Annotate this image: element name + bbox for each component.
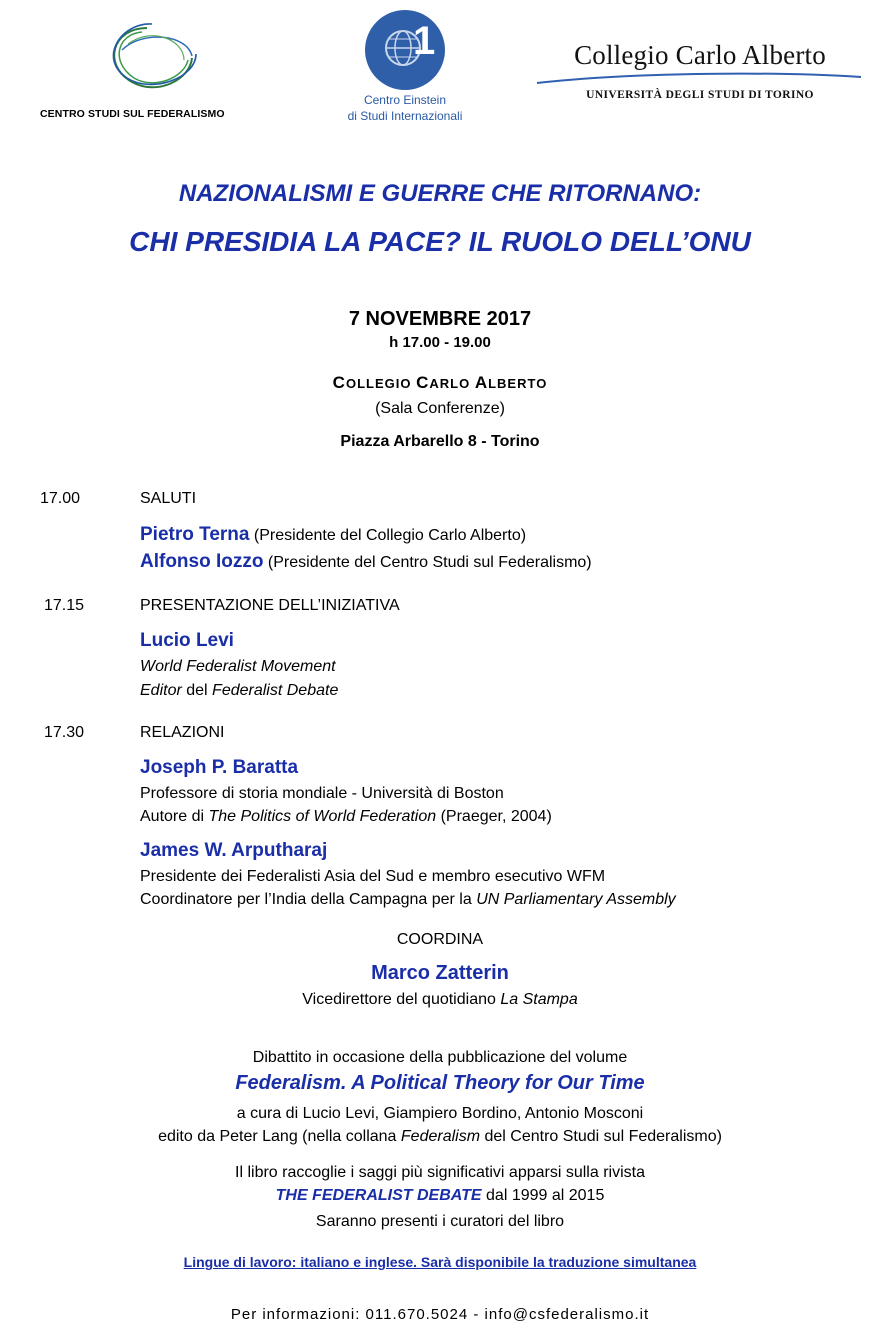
moderator-desc: Vicedirettore del quotidiano La Stampa (302, 991, 578, 1008)
book-curators: Saranno presenti i curatori del libro (315, 1213, 565, 1230)
speaker-desc: Coordinatore per l’India della Campagna per la UN Parliamentary Assembly (140, 891, 676, 908)
speaker: Alfonso Iozzo (Presidente del Centro Studi sul Federalismo) (140, 551, 592, 572)
speaker (140, 757, 298, 779)
book-editors: a cura di Lucio Levi, Giampiero Bordino, Antonio Mosconi (236, 1105, 644, 1122)
cca-swoosh-icon (535, 71, 865, 87)
einstein-line2: di Studi Internazionali (347, 109, 463, 123)
csf-swirl-icon (92, 20, 202, 100)
session-label: RELAZIONI (140, 724, 225, 741)
event-address: Piazza Arbarello 8 - Torino (340, 433, 540, 450)
session-label: SALUTI (140, 490, 197, 507)
speaker (140, 840, 327, 862)
moderator-name: Marco Zatterin (371, 962, 509, 984)
cca-university: UNIVERSITÀ DEGLI STUDI DI TORINO (586, 89, 814, 101)
speaker-desc: Presidente dei Federalisti Asia del Sud e membro esecutivo WFM (140, 868, 606, 885)
speaker-desc: Autore di The Politics of World Federation (Praeger, 2004) (140, 808, 552, 825)
speaker-name: Lucio Levi (140, 630, 234, 651)
einstein-line1: Centro Einstein (363, 93, 447, 107)
speaker-name: Alfonso Iozzo (140, 551, 264, 572)
cca-name: Collegio Carlo Alberto (574, 40, 826, 70)
speaker-desc: Editor del Federalist Debate (140, 682, 339, 699)
title-line-1: NAZIONALISMI E GUERRE CHE RITORNANO: (178, 180, 702, 207)
csf-logo (32, 20, 252, 130)
event-room: (Sala Conferenze) (375, 400, 505, 417)
speaker (140, 630, 234, 652)
session-time: 17.00 (40, 490, 81, 507)
speaker-name: James W. Arputharaj (140, 840, 328, 861)
einstein-mark: 1 (413, 19, 436, 63)
event-venue: COLLEGIO CARLO ALBERTO (332, 373, 548, 392)
einstein-globe-icon (363, 8, 447, 92)
book-publisher: edito da Peter Lang (nella collana Federalism del Centro Studi sul Federalismo) (158, 1128, 722, 1145)
languages-note: Lingue di lavoro: italiano e inglese. Sarà disponibile la traduzione simultanea (183, 1254, 697, 1270)
book-title: Federalism. A Political Theory for Our Time (235, 1072, 645, 1094)
speaker-desc: Professore di storia mondiale - Università di Boston (140, 785, 504, 802)
event-hours: h 17.00 - 19.00 (389, 334, 491, 351)
cca-logo (535, 40, 865, 130)
event-date: 7 NOVEMBRE 2017 (348, 308, 532, 330)
csf-label: CENTRO STUDI SUL FEDERALISMO (40, 108, 225, 120)
einstein-logo (330, 8, 480, 128)
session-label: PRESENTAZIONE DELL’INIZIATIVA (140, 597, 400, 614)
speaker-desc: World Federalist Movement (140, 658, 336, 675)
book-journal: THE FEDERALIST DEBATE dal 1999 al 2015 (275, 1187, 605, 1204)
moderator-label: COORDINA (396, 931, 484, 948)
contact-info: Per informazioni: 011.670.5024 - info@csfederalismo.it (230, 1306, 650, 1323)
speaker: Pietro Terna (Presidente del Collegio Carlo Alberto) (140, 524, 527, 545)
speaker-name: Pietro Terna (140, 524, 250, 545)
session-time: 17.15 (44, 597, 85, 614)
session-time: 17.30 (44, 724, 85, 741)
book-intro: Dibattito in occasione della pubblicazione del volume (252, 1049, 628, 1066)
book-collect: Il libro raccoglie i saggi più significativi apparsi sulla rivista (235, 1164, 645, 1181)
speaker-name: Joseph P. Baratta (140, 757, 299, 778)
title-line-2: CHI PRESIDIA LA PACE? IL RUOLO DELL’ONU (129, 226, 751, 257)
